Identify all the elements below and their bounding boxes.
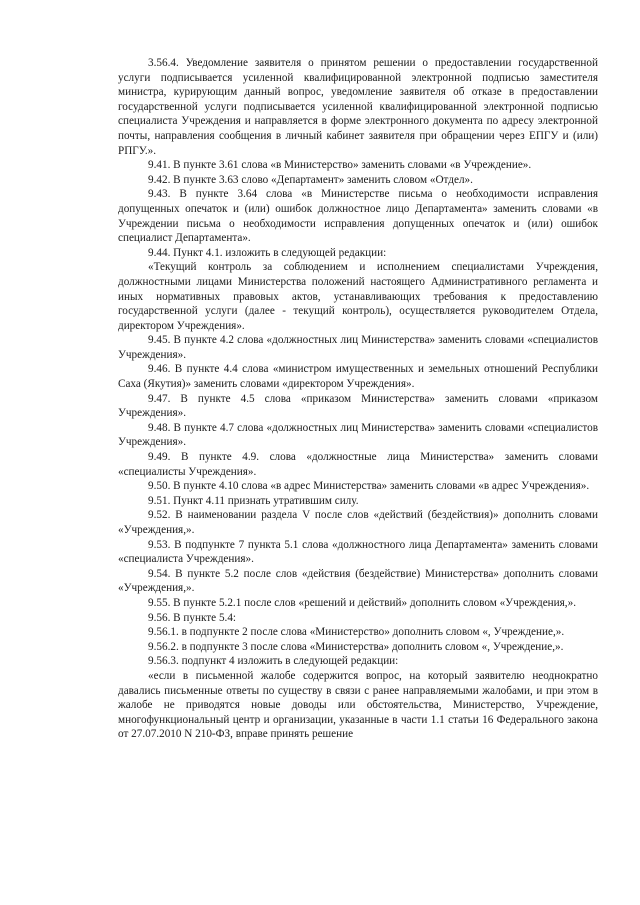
- paragraph-9-44: 9.44. Пункт 4.1. изложить в следующей редакции:: [148, 246, 387, 259]
- document-page: [118, 56, 598, 742]
- paragraph-9-44-quote: «Текущий контроль за соблюдением и исполнением специалистами Учреждения, должностными лицами Министерства положений настоящего Административного регламента и иных нормативных правовых актов, устанавливающих требования к предоставлению государственной услуги (далее - текущий контроль), осуществляется руководителем Отдела, директором Учреждения».: [118, 261, 598, 332]
- paragraph-9-50: 9.50. В пункте 4.10 слова «в адрес Министерства» заменить словами «в адрес Учреждения».: [148, 480, 590, 493]
- paragraph-9-43: 9.43. В пункте 3.64 слова «в Министерстве письма о необходимости исправления допущенных опечаток и (или) ошибок должностное лицо Департамента» заменить словами «в Учреждении письма о необходимости исправления допущенных опечаток и (или) ошибок специалист Департамента».: [118, 188, 598, 245]
- paragraph-9-47: 9.47. В пункте 4.5 слова «приказом Министерства» заменить словами «приказом Учреждения».: [118, 392, 598, 420]
- paragraph-9-41: 9.41. В пункте 3.61 слова «в Министерство» заменить словами «в Учреждение».: [148, 159, 532, 172]
- paragraph-9-45: 9.45. В пункте 4.2 слова «должностных лиц Министерства» заменить словами «специалистов Учреждения».: [118, 334, 598, 361]
- paragraph-9-48: 9.48. В пункте 4.7 слова «должностных лиц Министерства» заменить словами «специалистов Учреждения».: [118, 421, 598, 449]
- paragraph-9-56-3-quote: «если в письменной жалобе содержится вопрос, на который заявителю неоднократно давались письменные ответы по существу в связи с ранее направляемыми жалобами, и при этом в жалобе не приводятся новые доводы или обстоятельства, Министерство, Учреждение, многофункциональный центр и организации, указанные в части 1.1 статьи 16 Федерального закона от 27.07.2010 N 210-ФЗ, вправе принять решение: [118, 669, 598, 741]
- paragraph-9-56-3: 9.56.3. подпункт 4 изложить в следующей редакции:: [148, 655, 399, 668]
- paragraph-9-42: 9.42. В пункте 3.63 слово «Департамент» заменить словом «Отдел».: [148, 173, 473, 186]
- paragraph-9-46: 9.46. В пункте 4.4 слова «министром имущественных и земельных отношений Республики Саха (Якутия)» заменить словами «директором Учреждения».: [118, 363, 598, 391]
- paragraph-9-51: 9.51. Пункт 4.11 признать утратившим силу.: [148, 494, 359, 507]
- paragraph-9-56-1: 9.56.1. в подпункте 2 после слова «Министерство» дополнить словом «, Учреждение,».: [148, 626, 565, 639]
- paragraph-9-55: 9.55. В пункте 5.2.1 после слов «решений и действий» дополнить словом «Учреждения,».: [148, 596, 576, 609]
- paragraph-9-49: 9.49. В пункте 4.9. слова «должностные лица Министерства» заменить словами «специалисты Учреждения».: [118, 451, 598, 478]
- paragraph-9-52: 9.52. В наименовании раздела V после слов «действий (бездействия)» дополнить словами «Учреждения,».: [118, 509, 598, 536]
- paragraph-3-56-4: 3.56.4. Уведомление заявителя о принятом решении о предоставлении государственной услуги подписывается усиленной квалифицированной электронной подписью заместителя министра, курирующим данный вопрос, уведомление заявителя об отказе в предоставлении государственной услуги подписывается усиленной квалифицированной электронной подписью специалиста Учреждения и направляется в форме электронного документа по адресу электронной почты, направления сообщения в личный кабинет заявителя при обращении через ЕПГУ и (или) РПГУ.».: [118, 57, 598, 157]
- paragraph-9-56-2: 9.56.2. в подпункте 3 после слова «Министерства» дополнить словом «, Учреждение,».: [148, 640, 564, 653]
- paragraph-9-53: 9.53. В подпункте 7 пункта 5.1 слова «должностного лица Департамента» заменить словами «специалиста Учреждения».: [118, 538, 598, 566]
- paragraph-9-56: 9.56. В пункте 5.4:: [148, 611, 237, 624]
- paragraph-9-54: 9.54. В пункте 5.2 после слов «действия (бездействие) Министерства» дополнить словами «Учреждения,».: [118, 567, 598, 595]
